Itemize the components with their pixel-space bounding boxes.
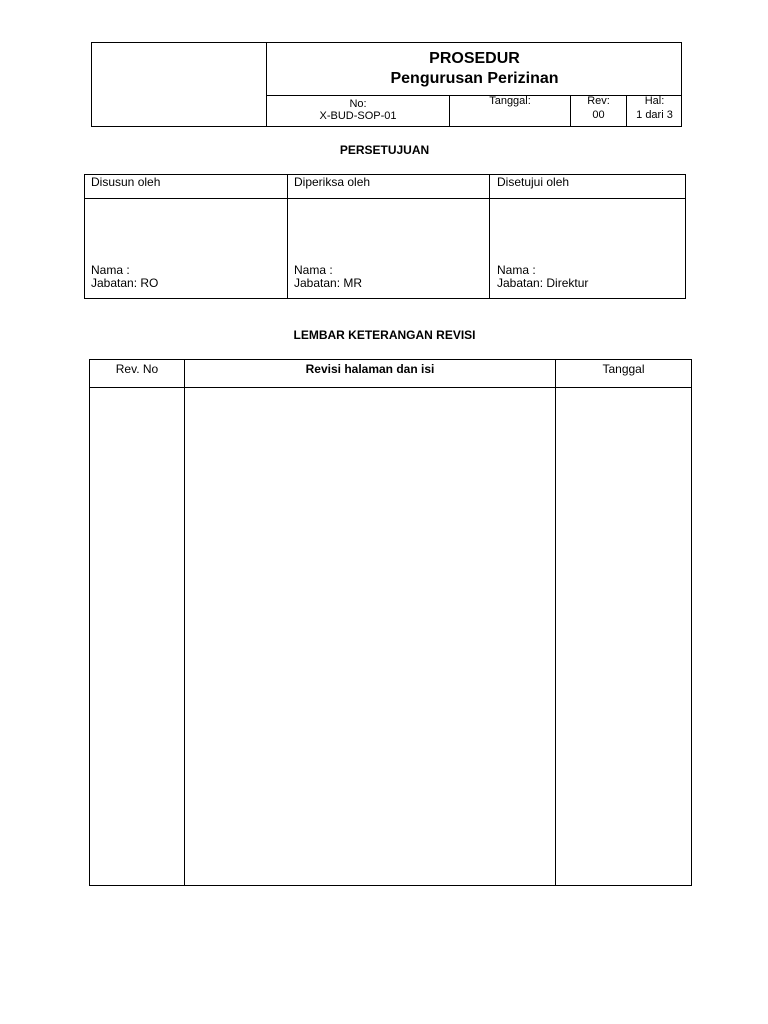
approval-section-title: PERSETUJUAN	[339, 143, 430, 157]
approval-header-approved: Disetujui oleh	[497, 175, 570, 189]
revision-table	[89, 359, 692, 886]
date-label: Tanggal:	[489, 95, 531, 107]
approval-header-prepared: Disusun oleh	[91, 175, 161, 189]
doc-title: Pengurusan Perizinan	[390, 70, 559, 87]
approval-position-checked: Jabatan: MR	[294, 276, 363, 290]
revision-section-title: LEMBAR KETERANGAN REVISI	[293, 328, 476, 342]
revision-col-content: Revisi halaman dan isi	[305, 362, 435, 376]
approval-name-prepared: Nama :	[91, 263, 130, 277]
approval-position-approved: Jabatan: Direktur	[497, 276, 589, 290]
logo-area	[92, 43, 266, 126]
approval-position-prepared: Jabatan: RO	[91, 276, 159, 290]
revision-label: Rev:	[587, 95, 610, 107]
page-label: Hal:	[644, 95, 665, 107]
approval-name-approved: Nama :	[497, 263, 536, 277]
approval-table	[84, 174, 686, 299]
approval-name-checked: Nama :	[294, 263, 333, 277]
doc-number-label: No:	[349, 98, 367, 110]
revision-value: 00	[592, 109, 605, 121]
revision-col-date: Tanggal	[602, 362, 645, 376]
doc-number-value: X-BUD-SOP-01	[319, 110, 397, 122]
revision-col-rev-no: Rev. No	[115, 362, 159, 376]
doc-type: PROSEDUR	[429, 50, 520, 67]
approval-header-checked: Diperiksa oleh	[294, 175, 371, 189]
page-value: 1 dari 3	[636, 109, 673, 121]
